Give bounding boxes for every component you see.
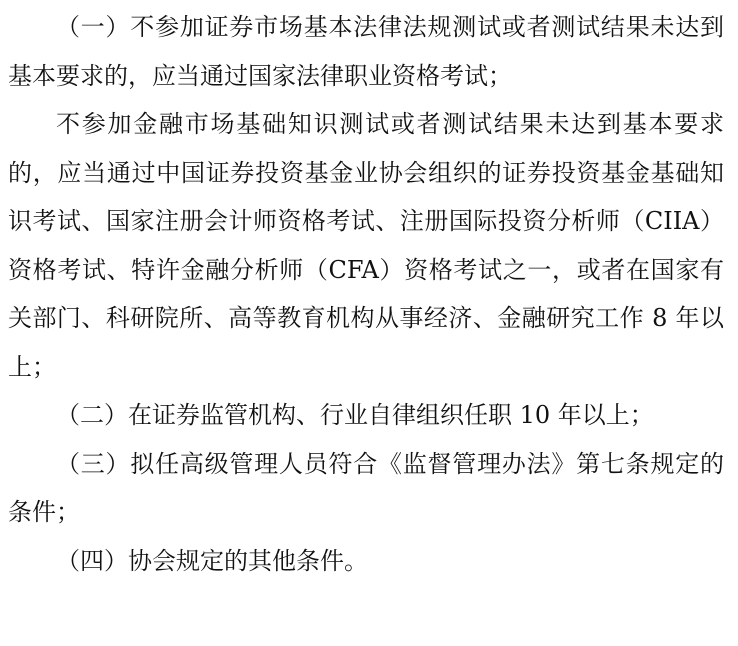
clause-2-tenure: （二）在证券监管机构、行业自律组织任职 10 年以上； [56, 401, 654, 429]
clause-4-other: （四）协会规定的其他条件。 [56, 546, 368, 575]
clause-1-finance-exam: 不参加金融市场基础知识测试或者测试结果未达到基本要求的，应当通过中国证券投资基金业协会组织的证券投资基金基础知识考试、国家注册会计师资格考试、注册国际投资分析师（CIIA）资格考试、特许金融分析师（CFA）资格考试之一，或者在国家有关部门、科研院所、高等教育机构从事经济、金融研究工作 8 年以上； [8, 110, 724, 381]
clause-3-management: （三）拟任高级管理人员符合《监督管理办法》第七条规定的条件； [8, 449, 724, 526]
clause-1-legal-exam: （一）不参加证券市场基本法律法规测试或者测试结果未达到基本要求的，应当通过国家法律职业资格考试； [8, 13, 724, 90]
document-page [0, 3, 738, 646]
